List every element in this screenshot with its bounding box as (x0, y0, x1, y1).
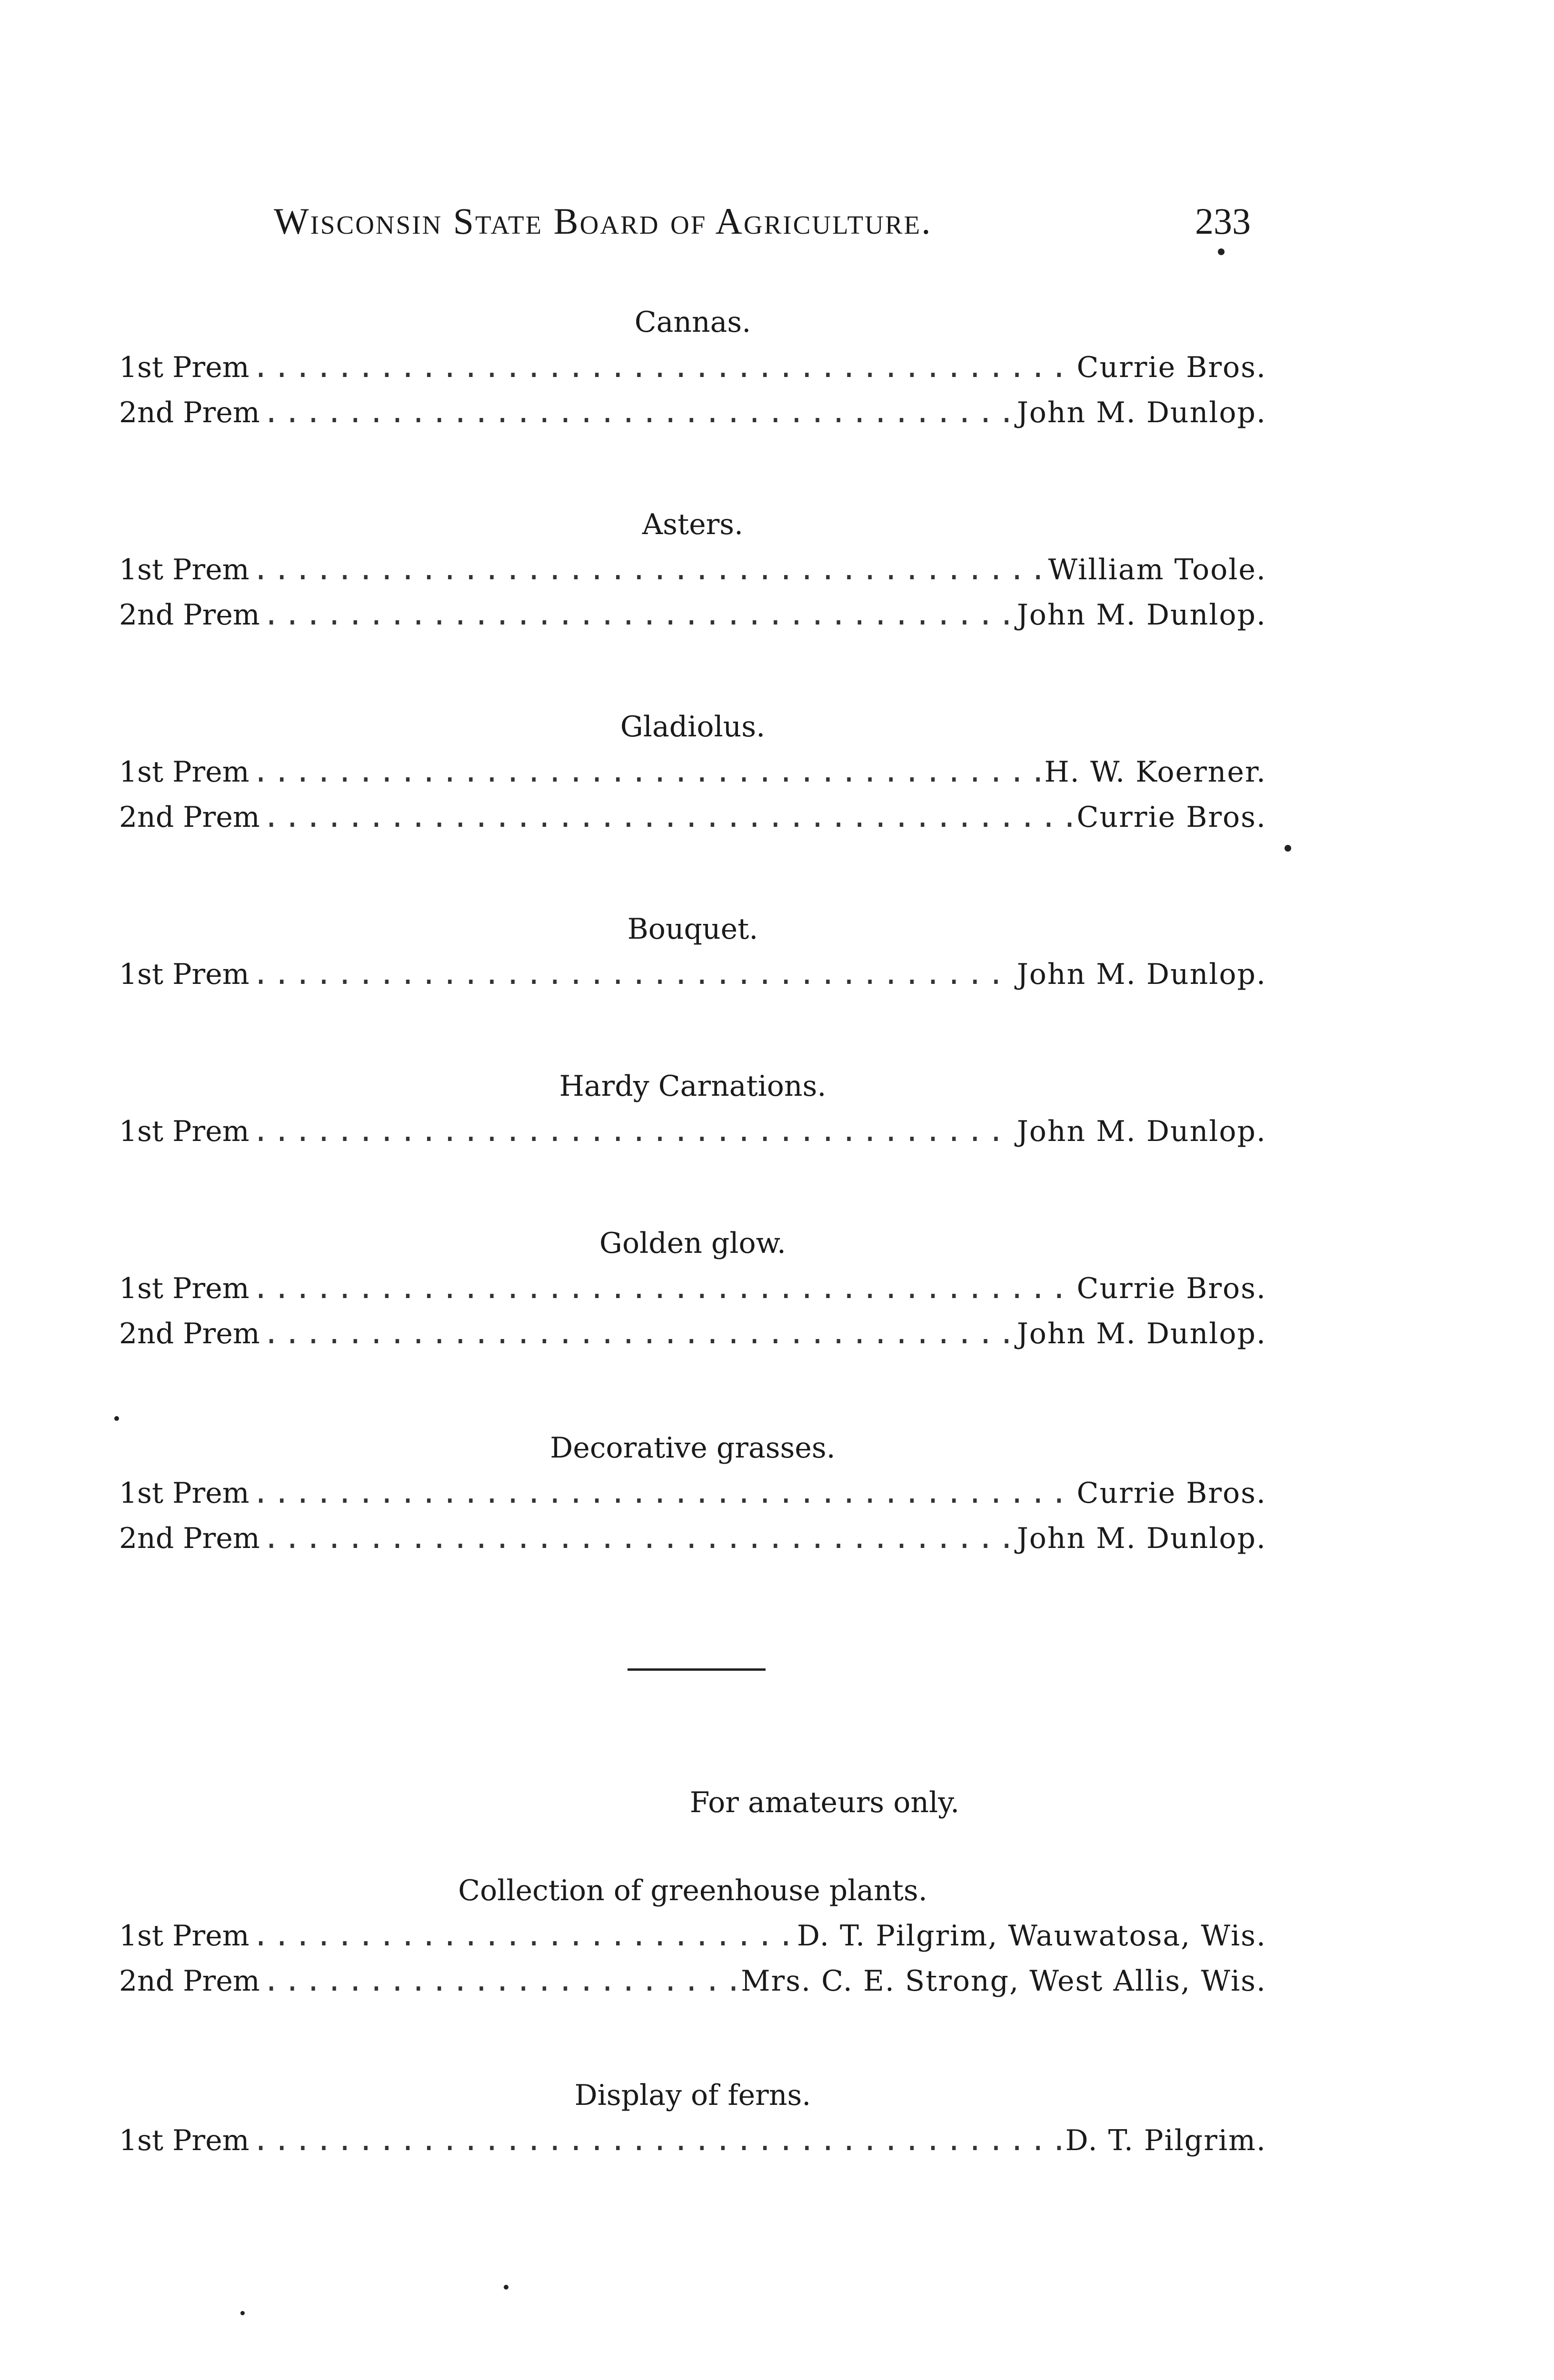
premium-winner: William Toole. (1048, 553, 1266, 586)
premium-winner: John M. Dunlop. (1016, 1317, 1266, 1350)
section-greenhouse-plants (119, 1868, 1266, 2004)
premium-winner: Currie Bros. (1076, 801, 1266, 834)
section-asters (119, 502, 1266, 638)
premium-winner: Currie Bros. (1076, 1272, 1266, 1305)
scan-speck (1285, 845, 1291, 852)
premium-label: 1st Prem (119, 1919, 249, 1953)
scan-speck (114, 1416, 119, 1421)
dot-leader (252, 750, 1042, 795)
dot-leader (263, 1959, 738, 2004)
section-heading: Asters. (642, 508, 744, 541)
section-heading: Bouquet. (627, 912, 758, 946)
premium-entry (119, 2118, 1266, 2163)
dot-leader (252, 345, 1074, 390)
premium-winner: D. T. Pilgrim, Wauwatosa, Wis. (797, 1919, 1266, 1953)
section-cannas (119, 300, 1266, 436)
dot-leader (252, 1914, 794, 1959)
premium-label: 1st Prem (119, 1115, 249, 1148)
premium-label: 1st Prem (119, 351, 249, 384)
section-heading: Collection of greenhouse plants. (458, 1874, 927, 1907)
section-divider-rule (628, 1668, 766, 1671)
premium-label: 1st Prem (119, 958, 249, 991)
premium-winner: D. T. Pilgrim. (1065, 2124, 1266, 2157)
premium-entry (119, 547, 1266, 593)
section-gladiolus (119, 704, 1266, 840)
section-display-of-ferns (119, 2073, 1266, 2163)
premium-entry (119, 750, 1266, 795)
premium-label: 1st Prem (119, 1272, 249, 1305)
dot-leader (252, 1109, 1014, 1154)
amateur-note: For amateurs only. (689, 1786, 960, 1819)
dot-leader (263, 1516, 1014, 1561)
premium-label: 1st Prem (119, 1477, 249, 1510)
premium-entry (119, 1959, 1266, 2004)
scan-speck (1218, 248, 1225, 255)
dot-leader (252, 952, 1014, 997)
section-heading: Cannas. (634, 306, 751, 339)
section-decorative-grasses (119, 1426, 1266, 1561)
scan-speck (504, 2285, 508, 2290)
dot-leader (263, 1311, 1014, 1357)
section-hardy-carnations (119, 1064, 1266, 1154)
premium-entry (119, 795, 1266, 840)
page-number: 233 (1195, 200, 1251, 242)
running-title: Wisconsin State Board of Agriculture. (274, 200, 932, 242)
premium-entry (119, 345, 1266, 390)
premium-label: 2nd Prem (119, 801, 260, 834)
premium-winner: John M. Dunlop. (1016, 396, 1266, 429)
premium-label: 1st Prem (119, 755, 249, 789)
section-golden-glow (119, 1221, 1266, 1357)
premium-entry (119, 1471, 1266, 1516)
premium-entry (119, 1311, 1266, 1357)
premium-winner: Mrs. C. E. Strong, West Allis, Wis. (741, 1964, 1266, 1998)
premium-label: 2nd Prem (119, 1317, 260, 1350)
section-heading: Decorative grasses. (550, 1431, 836, 1465)
premium-winner: John M. Dunlop. (1016, 598, 1266, 632)
dot-leader (252, 1471, 1074, 1516)
premium-winner: John M. Dunlop. (1016, 1522, 1266, 1555)
premium-label: 2nd Prem (119, 396, 260, 429)
section-bouquet (119, 907, 1266, 997)
premium-label: 1st Prem (119, 2124, 249, 2157)
dot-leader (263, 390, 1014, 436)
premium-entry (119, 593, 1266, 638)
dot-leader (263, 795, 1074, 840)
running-head (0, 200, 1554, 257)
premium-entry (119, 1109, 1266, 1154)
premium-winner: John M. Dunlop. (1016, 958, 1266, 991)
premium-winner: Currie Bros. (1076, 1477, 1266, 1510)
premium-label: 1st Prem (119, 553, 249, 586)
premium-label: 2nd Prem (119, 1964, 260, 1998)
premium-label: 2nd Prem (119, 598, 260, 632)
dot-leader (252, 2118, 1063, 2163)
premium-entry (119, 1266, 1266, 1311)
premium-winner: H. W. Koerner. (1044, 755, 1266, 789)
premium-entry (119, 390, 1266, 436)
dot-leader (263, 593, 1014, 638)
scan-speck (240, 2311, 245, 2315)
dot-leader (252, 547, 1046, 593)
premium-entry (119, 1914, 1266, 1959)
premium-winner: Currie Bros. (1076, 351, 1266, 384)
premium-label: 2nd Prem (119, 1522, 260, 1555)
dot-leader (252, 1266, 1074, 1311)
section-heading: Display of ferns. (574, 2079, 811, 2112)
section-heading: Golden glow. (599, 1227, 786, 1260)
premium-entry (119, 1516, 1266, 1561)
premium-entry (119, 952, 1266, 997)
premium-winner: John M. Dunlop. (1016, 1115, 1266, 1148)
section-heading: Gladiolus. (620, 710, 766, 744)
section-heading: Hardy Carnations. (559, 1070, 827, 1103)
